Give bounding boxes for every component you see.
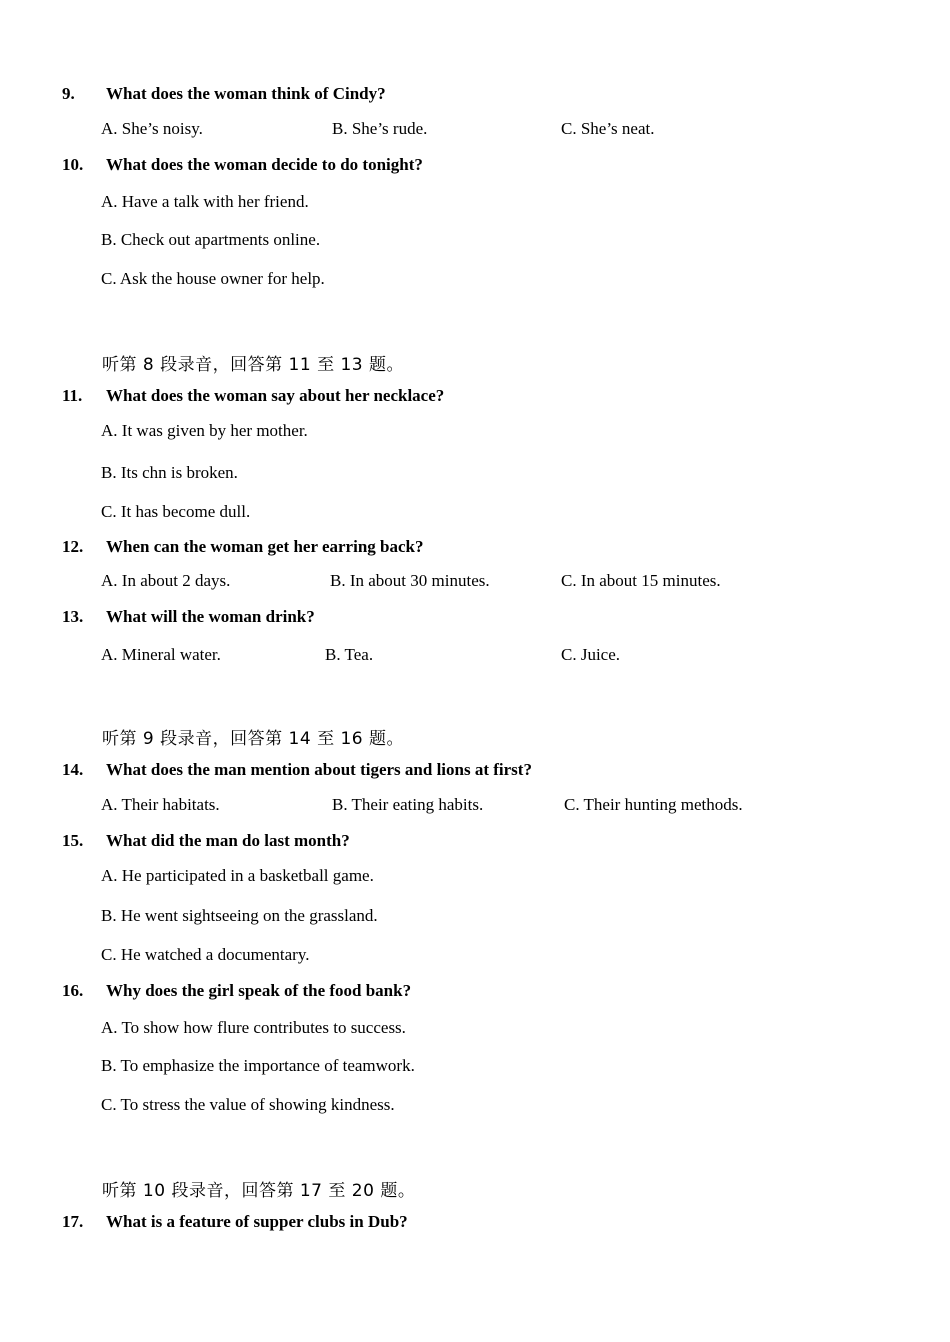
option-10b: B. Check out apartments online.	[101, 230, 321, 249]
option-12c: C. In about 15 minutes.	[561, 571, 721, 590]
option-10a: A. Have a talk with her friend.	[101, 192, 309, 211]
question-number: 12.	[62, 537, 84, 556]
question-11	[62, 386, 444, 406]
option-11c: C. It has become dull.	[101, 502, 251, 521]
question-text: What is a feature of supper clubs in Dub?	[106, 1212, 408, 1231]
option-12b: B. In about 30 minutes.	[330, 571, 490, 590]
question-text: When can the woman get her earring back?	[106, 537, 424, 556]
question-number: 9.	[62, 84, 75, 103]
question-17	[62, 1212, 408, 1232]
section-instruction-9: 听第 9 段录音，回答第 14 至 16 题。	[102, 729, 405, 749]
question-text: What does the woman think of Cindy?	[106, 84, 386, 103]
option-11b: B. Its chn is broken.	[101, 463, 238, 482]
question-text: What does the man mention about tigers and lions at first?	[106, 760, 532, 779]
option-9c: C. She’s neat.	[561, 119, 655, 138]
question-text: What did the man do last month?	[106, 831, 350, 850]
question-12	[62, 537, 423, 557]
option-10c: C. Ask the house owner for help.	[101, 269, 325, 288]
option-13a: A. Mineral water.	[101, 645, 221, 664]
question-9	[62, 84, 386, 104]
question-14	[62, 760, 532, 780]
question-number: 17.	[62, 1212, 84, 1231]
option-9a: A. She’s noisy.	[101, 119, 203, 138]
option-15b: B. He went sightseeing on the grassland.	[101, 906, 378, 925]
question-text: Why does the girl speak of the food bank?	[106, 981, 412, 1000]
option-16c: C. To stress the value of showing kindness.	[101, 1095, 395, 1114]
question-number: 10.	[62, 155, 84, 174]
question-number: 11.	[62, 386, 83, 405]
option-14b: B. Their eating habits.	[332, 795, 484, 814]
question-number: 14.	[62, 760, 84, 779]
question-text: What does the woman say about her necklace?	[106, 386, 445, 405]
question-number: 16.	[62, 981, 84, 1000]
question-number: 15.	[62, 831, 84, 850]
option-11a: A. It was given by her mother.	[101, 421, 308, 440]
option-15a: A. He participated in a basketball game.	[101, 866, 374, 885]
question-16	[62, 981, 411, 1001]
option-15c: C. He watched a documentary.	[101, 945, 310, 964]
question-13	[62, 607, 315, 627]
question-text: What does the woman decide to do tonight?	[106, 155, 423, 174]
option-14c: C. Their hunting methods.	[564, 795, 743, 814]
option-13b: B. Tea.	[325, 645, 374, 664]
question-number: 13.	[62, 607, 84, 626]
option-16b: B. To emphasize the importance of teamwork.	[101, 1056, 415, 1075]
question-15	[62, 831, 350, 851]
option-14a: A. Their habitats.	[101, 795, 220, 814]
option-13c: C. Juice.	[561, 645, 621, 664]
section-instruction-8: 听第 8 段录音，回答第 11 至 13 题。	[102, 355, 405, 375]
option-12a: A. In about 2 days.	[101, 571, 231, 590]
option-9b: B. She’s rude.	[332, 119, 428, 138]
question-text: What will the woman drink?	[106, 607, 315, 626]
question-10	[62, 155, 423, 175]
option-16a: A. To show how flure contributes to success.	[101, 1018, 406, 1037]
section-instruction-10: 听第 10 段录音，回答第 17 至 20 题。	[102, 1181, 416, 1201]
